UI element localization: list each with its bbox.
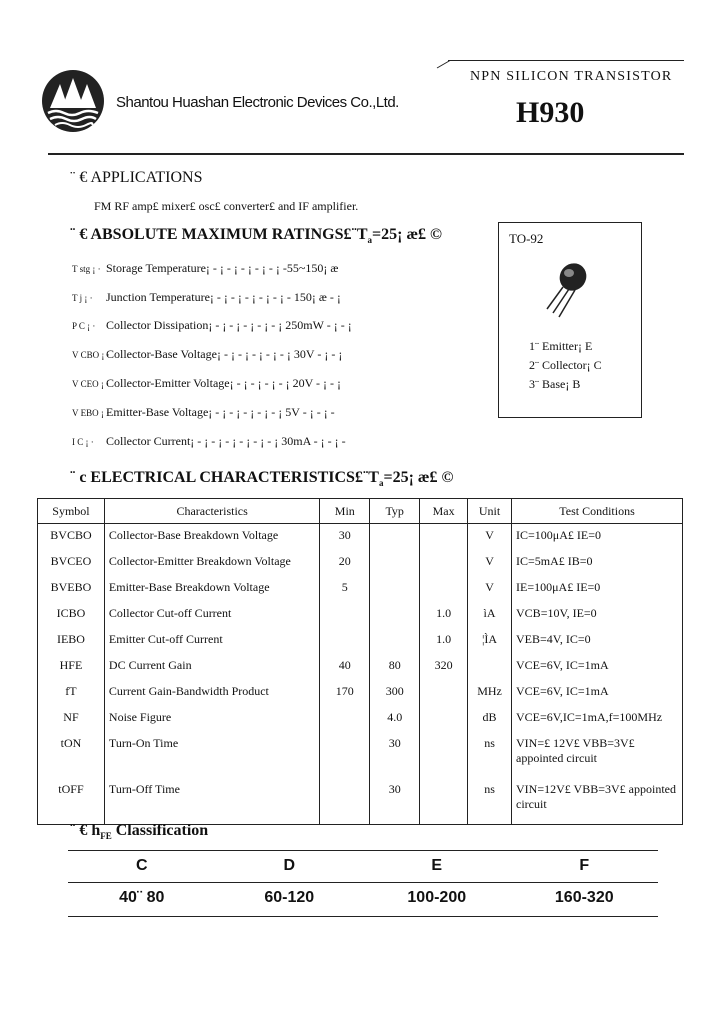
table-row: [38, 602, 683, 628]
cell-max: [420, 706, 468, 732]
table-row: [38, 576, 683, 602]
rank-range: 160-320: [554, 889, 614, 906]
cell-typ: [370, 576, 420, 602]
rating-row: [72, 405, 335, 420]
cell-condition: VCE=6V, IC=1mA: [512, 654, 683, 680]
rating-row: [72, 434, 346, 449]
cell-characteristic: DC Current Gain: [104, 654, 319, 680]
cell-unit: ns: [468, 778, 512, 825]
rating-desc: Emitter-Base Voltage¡ - ¡ - ¡ - ¡ - ¡ - ¡ 5V - ¡ - ¡ -: [106, 405, 335, 419]
pin-1-label: 1¨ Emitter¡ E: [529, 339, 593, 353]
cell-unit: V: [468, 524, 512, 551]
cell-typ: [370, 524, 420, 551]
table-row: [38, 680, 683, 706]
cell-characteristic: Emitter-Base Breakdown Voltage: [104, 576, 319, 602]
cell-characteristic: Turn-Off Time: [104, 778, 319, 825]
applications-title: ¨ € APPLICATIONS: [70, 169, 203, 186]
cell-characteristic: Turn-On Time: [104, 732, 319, 778]
column-header: Min: [320, 499, 370, 524]
cell-condition: VCB=10V, IE=0: [512, 602, 683, 628]
rating-desc: Junction Temperature¡ - ¡ - ¡ - ¡ - ¡ - ¡ - 150¡ æ - ¡: [106, 290, 341, 304]
pin-3-label: 3¨ Base¡ B: [529, 377, 581, 391]
cell-unit: ns: [468, 732, 512, 778]
rank-range: 100-200: [407, 889, 467, 906]
header-top-rule: [448, 60, 684, 61]
cell-characteristic: Collector Cut-off Current: [104, 602, 319, 628]
table-row: [38, 732, 683, 778]
rating-row: [72, 318, 352, 333]
cell-characteristic: Collector-Base Breakdown Voltage: [104, 524, 319, 551]
column-header: Test Conditions: [512, 499, 683, 524]
rating-row: [72, 290, 341, 305]
cell-unit: V: [468, 576, 512, 602]
cell-typ: [370, 628, 420, 654]
rating-desc: Collector-Emitter Voltage¡ - ¡ - ¡ - ¡ - ¡ 20V - ¡ - ¡: [106, 376, 342, 390]
table-row: [38, 628, 683, 654]
electrical-title: [70, 469, 453, 488]
rank-range: 60-120: [264, 889, 315, 906]
cell-characteristic: Noise Figure: [104, 706, 319, 732]
cell-condition: VCE=6V,IC=1mA,f=100MHz: [512, 706, 683, 732]
rating-row: [72, 261, 338, 276]
rating-desc: Collector-Base Voltage¡ - ¡ - ¡ - ¡ - ¡ - ¡ 30V - ¡ - ¡: [106, 347, 343, 361]
classification-top-rule: [68, 850, 658, 851]
rank-label: E: [431, 857, 443, 874]
rank-label: F: [579, 857, 590, 874]
classification-title-tail: Classification: [111, 822, 209, 839]
cell-symbol: BVEBO: [38, 576, 105, 602]
ratings-title: [70, 226, 442, 245]
cell-characteristic: Emitter Cut-off Current: [104, 628, 319, 654]
classification-bottom-rule: [68, 916, 658, 917]
classification-range-row: [68, 889, 658, 907]
package-box: [498, 222, 642, 418]
header-diagonal-rule: [437, 60, 450, 68]
electrical-title-sub: a: [378, 478, 384, 489]
rating-symbol: T j ¡ ·: [72, 293, 93, 303]
cell-min: 20: [320, 550, 370, 576]
classification-mid-rule: [68, 882, 658, 883]
rank-label: C: [135, 857, 148, 874]
cell-max: 1.0: [420, 602, 468, 628]
cell-symbol: tOFF: [38, 778, 105, 825]
cell-typ: [370, 602, 420, 628]
cell-symbol: ICBO: [38, 602, 105, 628]
classification-rank-row: [68, 857, 658, 875]
cell-typ: 80: [370, 654, 420, 680]
classification-title-sub: FE: [100, 831, 112, 842]
rating-desc: Collector Current¡ - ¡ - ¡ - ¡ - ¡ - ¡ - ¡ 30mA - ¡ - ¡ -: [106, 434, 346, 448]
cell-unit: ìA: [468, 602, 512, 628]
cell-symbol: BVCEO: [38, 550, 105, 576]
product-type: NPN SILICON TRANSISTOR: [470, 69, 673, 84]
table-row: [38, 706, 683, 732]
ratings-title-main: ¨ € ABSOLUTE MAXIMUM RATINGS£¨T: [70, 226, 368, 243]
cell-symbol: HFE: [38, 654, 105, 680]
cell-min: 40: [320, 654, 370, 680]
cell-condition: IE=100μA£ IE=0: [512, 576, 683, 602]
pin-2-label: 2¨ Collector¡ C: [529, 358, 602, 372]
table-row: [38, 550, 683, 576]
column-header: Characteristics: [104, 499, 319, 524]
logo-mountain-wave-icon: [40, 68, 106, 134]
cell-condition: IC=5mA£ IB=0: [512, 550, 683, 576]
cell-unit: dB: [468, 706, 512, 732]
table-row: [38, 524, 683, 551]
electrical-title-tail: =25¡ æ£ ©: [383, 469, 454, 486]
cell-max: [420, 550, 468, 576]
cell-min: 30: [320, 524, 370, 551]
header-bottom-rule: [48, 153, 684, 155]
table-header-row: [38, 499, 683, 524]
company-name: Shantou Huashan Electronic Devices Co.,Ltd.: [116, 94, 399, 111]
rank-range: 40¨ 80: [119, 889, 165, 906]
classification-title-prefix: ¨ € h: [70, 822, 101, 839]
cell-typ: [370, 550, 420, 576]
package-label: TO-92: [509, 231, 544, 246]
cell-max: [420, 778, 468, 825]
rating-row: [72, 347, 342, 362]
cell-symbol: NF: [38, 706, 105, 732]
electrical-characteristics-table: [37, 498, 683, 825]
cell-unit: ¦ÌA: [468, 628, 512, 654]
cell-characteristic: Collector-Emitter Breakdown Voltage: [104, 550, 319, 576]
cell-typ: 4.0: [370, 706, 420, 732]
part-number: H930: [516, 96, 585, 129]
rating-symbol: P C ¡ ·: [72, 321, 96, 331]
table-row: [38, 654, 683, 680]
rating-symbol: V CBO ¡ ·: [72, 350, 110, 360]
cell-max: 320: [420, 654, 468, 680]
rating-symbol: V EBO ¡ ·: [72, 408, 110, 418]
cell-typ: 300: [370, 680, 420, 706]
cell-max: [420, 732, 468, 778]
cell-min: [320, 602, 370, 628]
cell-min: 170: [320, 680, 370, 706]
rating-desc: Storage Temperature¡ - ¡ - ¡ - ¡ - ¡ - ¡ -55~150¡ æ: [106, 261, 339, 275]
cell-unit: [468, 654, 512, 680]
ratings-title-tail: =25¡ æ£ ©: [372, 226, 442, 243]
cell-min: [320, 732, 370, 778]
company-logo: [40, 68, 106, 134]
ratings-title-sub: a: [367, 235, 372, 246]
cell-condition: VIN=12V£ VBB=3V£ appointed circuit: [512, 778, 683, 825]
rating-symbol: I C ¡ ·: [72, 437, 94, 447]
cell-min: [320, 706, 370, 732]
cell-unit: V: [468, 550, 512, 576]
column-header: Unit: [468, 499, 512, 524]
cell-max: [420, 680, 468, 706]
cell-condition: VIN=£ 12V£ VBB=3V£ appointed circuit: [512, 732, 683, 778]
cell-symbol: tON: [38, 732, 105, 778]
cell-symbol: fT: [38, 680, 105, 706]
cell-unit: MHz: [468, 680, 512, 706]
cell-condition: IC=100μA£ IE=0: [512, 524, 683, 551]
cell-characteristic: Current Gain-Bandwidth Product: [104, 680, 319, 706]
to92-package-icon: [539, 259, 599, 323]
cell-min: [320, 628, 370, 654]
cell-typ: 30: [370, 732, 420, 778]
cell-symbol: IEBO: [38, 628, 105, 654]
rating-desc: Collector Dissipation¡ - ¡ - ¡ - ¡ - ¡ - ¡ 250mW - ¡ - ¡: [106, 318, 352, 332]
cell-max: [420, 576, 468, 602]
cell-max: [420, 524, 468, 551]
column-header: Typ: [370, 499, 420, 524]
rating-symbol: V CEO ¡ ·: [72, 379, 110, 389]
column-header: Max: [420, 499, 468, 524]
cell-condition: VCE=6V, IC=1mA: [512, 680, 683, 706]
column-header: Symbol: [38, 499, 105, 524]
cell-condition: VEB=4V, IC=0: [512, 628, 683, 654]
rank-label: D: [283, 857, 296, 874]
cell-symbol: BVCBO: [38, 524, 105, 551]
cell-min: 5: [320, 576, 370, 602]
rating-symbol: T stg ¡ ·: [72, 264, 101, 274]
cell-min: [320, 778, 370, 825]
rating-row: [72, 376, 341, 391]
classification-title: [70, 822, 208, 841]
cell-typ: 30: [370, 778, 420, 825]
cell-max: 1.0: [420, 628, 468, 654]
table-row: [38, 778, 683, 825]
applications-text: FM RF amp£ mixer£ osc£ converter£ and IF amplifier.: [94, 199, 359, 213]
electrical-title-main: ¨ c ELECTRICAL CHARACTERISTICS£¨T: [70, 469, 379, 486]
